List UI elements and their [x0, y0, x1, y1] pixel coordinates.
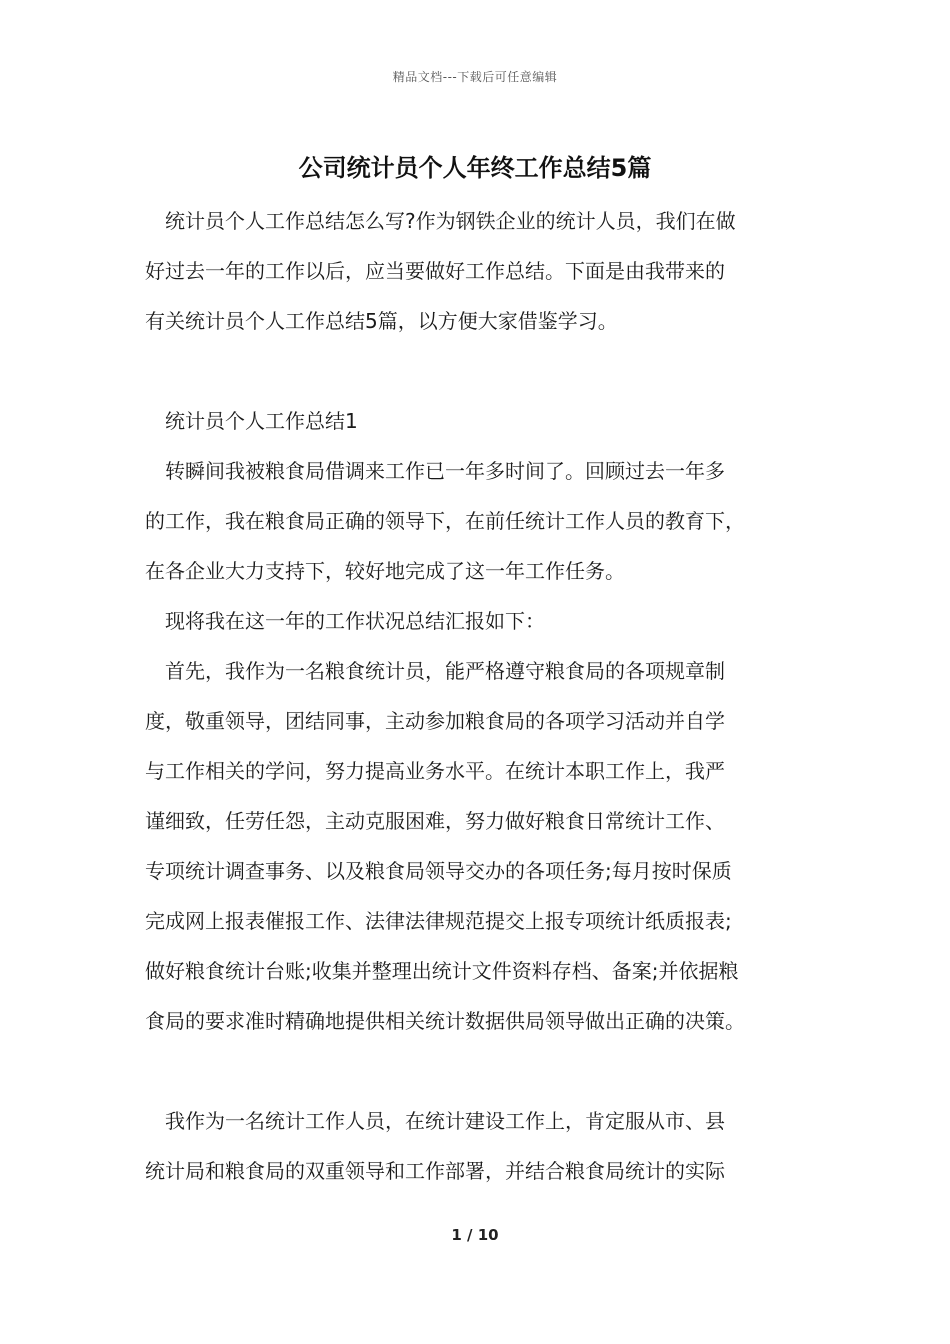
text-line: 专项统计调查事务、以及粮食局领导交办的各项任务;每月按时保质	[145, 859, 732, 883]
text-line: 我作为一名统计工作人员，在统计建设工作上，肯定服从市、县	[165, 1109, 725, 1133]
section-heading: 统计员个人工作总结1	[165, 409, 358, 433]
blank-line	[145, 1046, 810, 1096]
text-line: 统计员个人工作总结怎么写?作为钢铁企业的统计人员，我们在做	[165, 209, 736, 233]
text-line: 完成网上报表催报工作、法律法律规范提交上报专项统计纸质报表;	[145, 909, 732, 933]
text-line: 在各企业大力支持下，较好地完成了这一年工作任务。	[145, 559, 625, 583]
text-line: 食局的要求准时精确地提供相关统计数据供局领导做出正确的决策。	[145, 1009, 745, 1033]
text-line: 做好粮食统计台账;收集并整理出统计文件资料存档、备案;并依据粮	[145, 959, 739, 983]
text-line: 统计局和粮食局的双重领导和工作部署，并结合粮食局统计的实际	[145, 1159, 725, 1183]
text-line: 现将我在这一年的工作状况总结汇报如下：	[165, 609, 545, 633]
paragraph-1	[145, 446, 810, 596]
text-line: 度，敬重领导，团结同事，主动参加粮食局的各项学习活动并自学	[145, 709, 725, 733]
text-line: 谨细致，任劳任怨，主动克服困难，努力做好粮食日常统计工作、	[145, 809, 725, 833]
text-line: 与工作相关的学问，努力提高业务水平。在统计本职工作上，我严	[145, 759, 725, 783]
text-line: 转瞬间我被粮食局借调来工作已一年多时间了。回顾过去一年多	[165, 459, 725, 483]
text-line: 好过去一年的工作以后，应当要做好工作总结。下面是由我带来的	[145, 259, 725, 283]
header-note: 精品文档---下载后可任意编辑	[392, 70, 558, 84]
text-line: 有关统计员个人工作总结5篇，以方便大家借鉴学习。	[145, 309, 618, 333]
paragraph-2	[145, 596, 810, 646]
page-number: 1 / 10	[451, 1226, 499, 1244]
blank-line	[145, 346, 810, 396]
paragraph-3	[145, 646, 810, 1046]
text-line: 的工作，我在粮食局正确的领导下，在前任统计工作人员的教育下，	[145, 509, 745, 533]
text-line: 首先，我作为一名粮食统计员，能严格遵守粮食局的各项规章制	[165, 659, 725, 683]
paragraph-4	[145, 1096, 810, 1196]
document-title: 公司统计员个人年终工作总结5篇	[298, 154, 652, 182]
document-body	[145, 196, 810, 1196]
intro-paragraph	[145, 196, 810, 346]
